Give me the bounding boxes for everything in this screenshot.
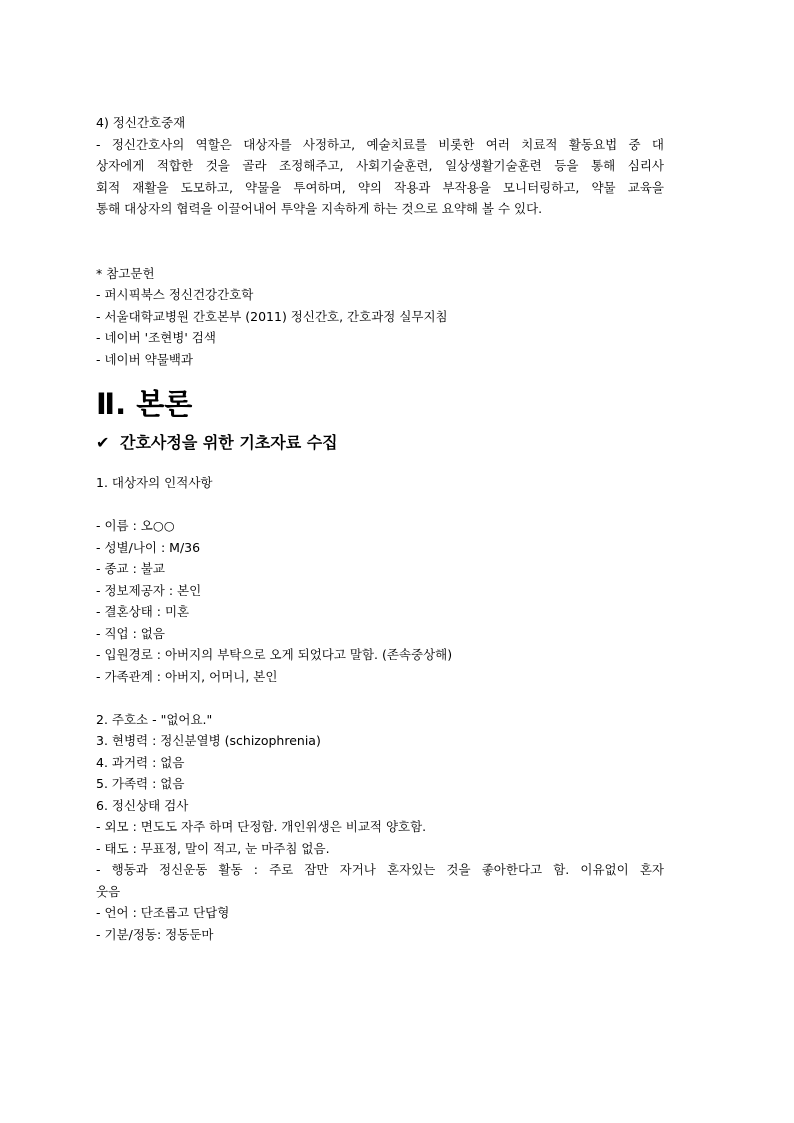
info-item: - 이름 : 오○○ [96, 518, 175, 533]
assessment-item: 4. 과거력 : 없음 [96, 754, 185, 770]
assessment-item: - 외모 : 면도도 자주 하며 단정함. 개인위생은 비교적 양호함. [96, 819, 427, 834]
assessment-item: 5. 가족력 : 없음 [96, 776, 185, 791]
paragraph-line: 회적 재활을 도모하고, 약물을 투여하며, 약의 작용과 부작용을 모니터링하고, 약물 교육을 [96, 179, 664, 195]
personal-info [96, 472, 664, 687]
document-page [96, 112, 664, 945]
assessment-item: - 기분/정동: 정동둔마 [96, 926, 214, 942]
section-subtitle [96, 430, 664, 456]
reference-item: - 퍼시픽북스 정신건강간호학 [96, 287, 254, 302]
info-item: - 직업 : 없음 [96, 625, 165, 641]
paragraph-line: 통해 대상자의 협력을 이끌어내어 투약을 지속하게 하는 것으로 요약해 볼 수 있다. [96, 201, 543, 216]
assessment-item: - 태도 : 무표정, 말이 적고, 눈 마주침 없음. [96, 840, 330, 856]
assessment-item-continuation: 웃음 [96, 883, 121, 899]
info-item: - 성별/나이 : M/36 [96, 539, 201, 555]
reference-item: - 네이버 '조현병' 검색 [96, 330, 216, 345]
assessment-item: 3. 현병력 : 정신분열병 (schizophrenia) [96, 733, 321, 748]
nursing-intervention-paragraph [96, 134, 664, 220]
subtitle-text: 간호사정을 위한 기초자료 수집 [120, 433, 338, 452]
assessment [96, 709, 664, 946]
info-item: - 입원경로 : 아버지의 부탁으로 오게 되었다고 말함. (존속중상해) [96, 647, 453, 662]
main-section-title: Ⅱ. 본론 [96, 387, 193, 421]
info-item: - 종교 : 불교 [96, 561, 165, 576]
assessment-item: 2. 주호소 - "없어요." [96, 711, 213, 727]
reference-item: - 네이버 약물백과 [96, 351, 193, 367]
paragraph-line: - 정신간호사의 역할은 대상자를 사정하고, 예술치료를 비롯한 여러 치료적 활동요법 중 대 [96, 136, 664, 152]
section-heading: 4) 정신간호중재 [96, 115, 186, 130]
info-item: - 가족관계 : 아버지, 어머니, 본인 [96, 668, 278, 684]
info-item: - 정보제공자 : 본인 [96, 582, 202, 598]
assessment-item: - 언어 : 단조롭고 단답형 [96, 905, 230, 920]
checkmark-icon: ✔ [96, 433, 110, 452]
reference-item: - 서울대학교병원 간호본부 (2011) 정신간호, 간호과정 실무지침 [96, 308, 448, 324]
references [96, 263, 664, 371]
assessment-item: 6. 정신상태 검사 [96, 797, 189, 813]
assessment-item: - 행동과 정신운동 활동 : 주로 잠만 자거나 혼자있는 것을 좋아한다고 함. 이유없이 혼자 [96, 862, 664, 877]
paragraph-line: 상자에게 적합한 것을 골라 조정해주고, 사회기술훈련, 일상생활기술훈련 등을 통해 심리사 [96, 158, 664, 173]
info-item: - 결혼상태 : 미혼 [96, 604, 190, 619]
references-heading: * 참고문헌 [96, 265, 155, 281]
personal-info-heading: 1. 대상자의 인적사항 [96, 475, 213, 490]
